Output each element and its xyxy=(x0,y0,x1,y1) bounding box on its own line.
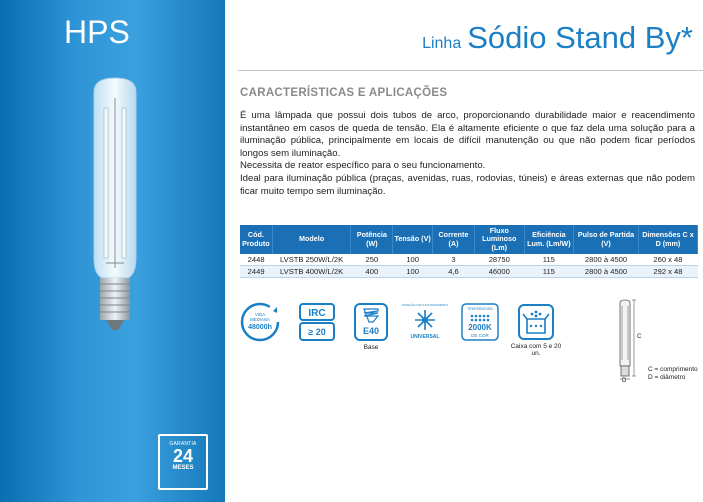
cell: 2448 xyxy=(240,254,272,266)
legend-length: C = comprimento xyxy=(648,366,698,373)
irc-icon xyxy=(297,302,337,342)
cell: 100 xyxy=(393,254,433,266)
section-heading: CARACTERÍSTICAS E APLICAÇÕES xyxy=(240,87,448,99)
box-icon xyxy=(516,302,556,342)
table-row xyxy=(240,254,698,266)
lifetime-value: 48000h xyxy=(248,324,272,331)
base-label: Base xyxy=(363,344,379,351)
cell: 400 xyxy=(351,266,393,278)
position-caption: POSIÇÃO DE FUNCIONAMENTO xyxy=(402,303,448,307)
legend-diameter: D = diâmetro xyxy=(648,373,686,381)
col-corrente: Corrente (A) xyxy=(432,225,474,254)
col-fluxo: Fluxo Luminoso (Lm) xyxy=(474,225,524,254)
warranty-number: 24 xyxy=(172,446,194,466)
description-paragraph: É uma lâmpada que possui dois tubos de arco, proporcionando durabilidade maior e reacendimento instantâneo em casos de queda de tensão. Ela é altamente eficiente o que faz dela uma solução para a iluminação pública, principalmente em locais de difícil manutenção ou que não podem ficar períodos longos sem iluminação. xyxy=(240,110,695,159)
description xyxy=(240,110,695,198)
position-value: UNIVERSAL xyxy=(410,334,440,340)
cell: 2800 à 4500 xyxy=(574,254,639,266)
cell: 28750 xyxy=(474,254,524,266)
cell: 4,6 xyxy=(432,266,474,278)
cell: 100 xyxy=(393,266,433,278)
length-letter: C xyxy=(637,334,642,340)
title-prefix: Linha xyxy=(422,35,462,52)
dimension-legend xyxy=(648,366,698,381)
title-main: Sódio Stand By* xyxy=(467,20,693,55)
cell: 115 xyxy=(524,266,574,278)
temperature-caption: TEMPERATURA xyxy=(467,307,493,311)
sidebar-panel xyxy=(0,0,225,502)
description-paragraph: Ideal para iluminação pública (praças, avenidas, ruas, rodovias, túneis) e áreas externas que não podem ficar muito tempo sem iluminação. xyxy=(240,172,695,197)
lifetime-icon xyxy=(240,302,280,342)
base-icon xyxy=(351,302,391,342)
table-row xyxy=(240,266,698,278)
diameter-letter: D xyxy=(622,378,627,384)
col-potencia: Potência (W) xyxy=(351,225,393,254)
color-temperature-icon xyxy=(460,302,500,342)
cell: 250 xyxy=(351,254,393,266)
description-paragraph: Necessita de reator específico para o seu funcionamento. xyxy=(240,160,486,172)
cell: LVSTB 400W/L/2K xyxy=(272,266,351,278)
dimension-diagram xyxy=(612,300,644,382)
col-codigo: Cód. Produto xyxy=(240,225,272,254)
warranty-top: GARANTIA xyxy=(169,441,197,447)
title-divider xyxy=(238,70,703,71)
cell: 292 x 48 xyxy=(638,266,697,278)
box-label: Caixa com 5 e 20 un. xyxy=(510,343,562,357)
temperature-value: 2000K xyxy=(468,323,492,332)
irc-value: ≥ 20 xyxy=(308,327,326,337)
col-dimensoes: Dimensões C x D (mm) xyxy=(638,225,697,254)
category-label: HPS xyxy=(64,14,130,50)
spec-table xyxy=(240,225,698,278)
col-modelo: Modelo xyxy=(272,225,351,254)
temperature-unit: DE COR xyxy=(471,333,489,338)
cell: 2449 xyxy=(240,266,272,278)
base-value: E40 xyxy=(362,326,380,336)
col-tensao: Tensão (V) xyxy=(393,225,433,254)
table-header-row xyxy=(240,225,698,254)
cell: 46000 xyxy=(474,266,524,278)
irc-title: IRC xyxy=(308,308,326,319)
col-pulso: Pulso de Partida (V) xyxy=(574,225,639,254)
product-line-title xyxy=(422,20,693,56)
warranty-badge xyxy=(158,434,208,490)
lifetime-top: VIDA xyxy=(254,312,266,317)
cell: 115 xyxy=(524,254,574,266)
lifetime-mid: MEDIANA xyxy=(249,317,271,322)
cell: LVSTB 250W/L/2K xyxy=(272,254,351,266)
lamp-image xyxy=(80,78,150,333)
cell: 2800 à 4500 xyxy=(574,266,639,278)
cell: 260 x 48 xyxy=(638,254,697,266)
position-icon xyxy=(402,302,448,342)
cell: 3 xyxy=(432,254,474,266)
warranty-unit: MESES xyxy=(172,465,194,471)
col-eficiencia: Eficiência Lum. (Lm/W) xyxy=(524,225,574,254)
